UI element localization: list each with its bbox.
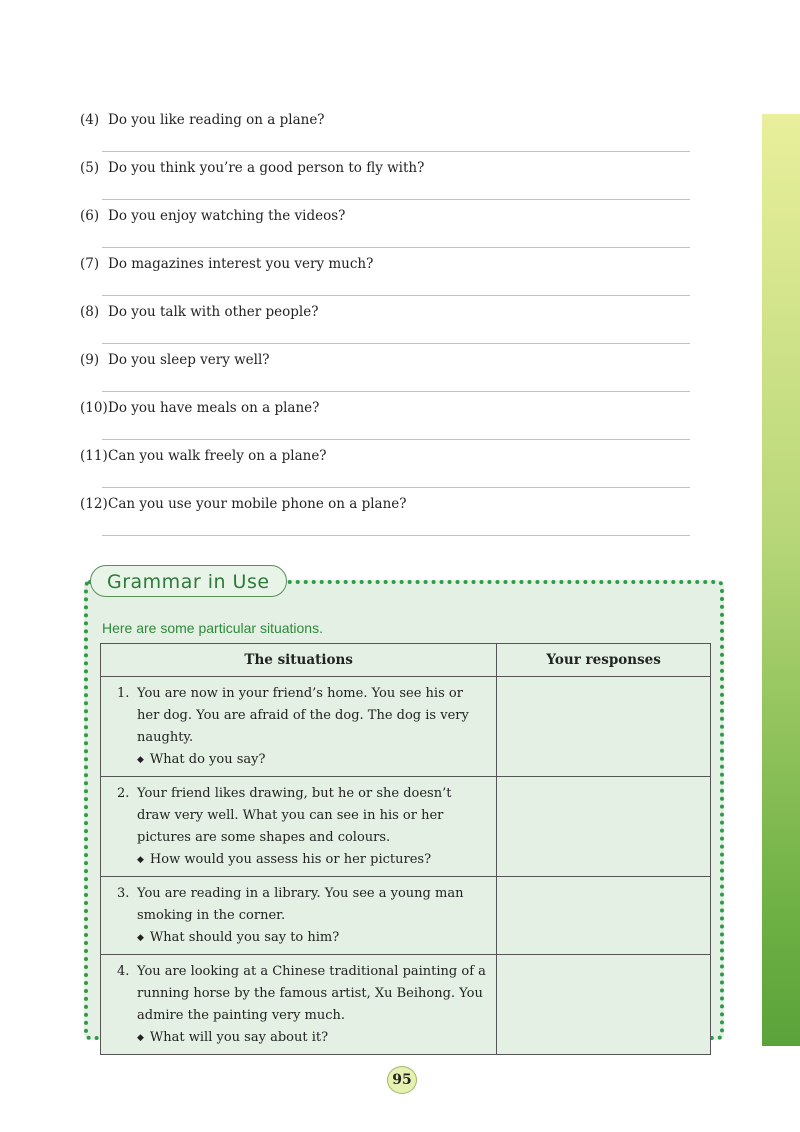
answer-line[interactable] xyxy=(102,247,690,248)
question-item xyxy=(80,445,692,493)
question-number: (4) xyxy=(80,112,100,128)
question-item xyxy=(80,109,692,157)
answer-line[interactable] xyxy=(102,199,690,200)
diamond-bullet-icon: ◆ xyxy=(137,1033,144,1043)
question-item xyxy=(80,397,692,445)
diamond-bullet-icon: ◆ xyxy=(137,755,144,765)
question-text: Do you enjoy watching the videos? xyxy=(108,208,346,224)
question-number: (12) xyxy=(80,496,108,512)
side-color-bar xyxy=(762,114,800,1046)
situation-text: Your friend likes drawing, but he or she doesn’t draw very well. What you can see in his or her pictures are some shapes and colours. xyxy=(137,786,452,845)
question-text: Can you walk freely on a plane? xyxy=(108,448,327,464)
question-number: (8) xyxy=(80,304,100,320)
question-item xyxy=(80,349,692,397)
answer-line[interactable] xyxy=(102,151,690,152)
question-text: Can you use your mobile phone on a plane? xyxy=(108,496,407,512)
question-number: (7) xyxy=(80,256,100,272)
situation-cell xyxy=(101,877,497,955)
question-number: (9) xyxy=(80,352,100,368)
situation-number: 4. xyxy=(117,964,130,979)
situation-prompt: What will you say about it? xyxy=(149,1030,329,1045)
question-item xyxy=(80,253,692,301)
response-cell[interactable] xyxy=(497,955,711,1055)
answer-line[interactable] xyxy=(102,295,690,296)
situation-row xyxy=(101,777,711,877)
question-item xyxy=(80,301,692,349)
situation-number: 1. xyxy=(117,686,130,701)
question-item xyxy=(80,493,692,541)
diamond-bullet-icon: ◆ xyxy=(137,933,144,943)
situation-text: You are reading in a library. You see a young man smoking in the corner. xyxy=(137,886,464,923)
responses-header: Your responses xyxy=(497,644,711,677)
situation-number: 2. xyxy=(117,786,130,801)
answer-line[interactable] xyxy=(102,439,690,440)
question-number: (11) xyxy=(80,448,108,464)
page-number: 95 xyxy=(387,1066,417,1094)
situation-text: You are now in your friend’s home. You see his or her dog. You are afraid of the dog. The dog is very naughty. xyxy=(137,686,469,745)
question-text: Do you talk with other people? xyxy=(108,304,319,320)
question-number: (5) xyxy=(80,160,100,176)
question-item xyxy=(80,157,692,205)
question-item xyxy=(80,205,692,253)
question-text: Do you like reading on a plane? xyxy=(108,112,325,128)
question-text: Do you sleep very well? xyxy=(108,352,270,368)
situation-number: 3. xyxy=(117,886,130,901)
grammar-section-title: Grammar in Use xyxy=(90,565,287,597)
response-cell[interactable] xyxy=(497,677,711,777)
situations-header: The situations xyxy=(101,644,497,677)
grammar-intro-text: Here are some particular situations. xyxy=(102,620,323,636)
answer-line[interactable] xyxy=(102,535,690,536)
answer-line[interactable] xyxy=(102,391,690,392)
situation-prompt: What do you say? xyxy=(149,752,266,767)
table-header-row xyxy=(101,644,711,677)
situation-prompt: What should you say to him? xyxy=(149,930,340,945)
response-cell[interactable] xyxy=(497,777,711,877)
situation-cell xyxy=(101,777,497,877)
situation-row xyxy=(101,877,711,955)
answer-line[interactable] xyxy=(102,343,690,344)
diamond-bullet-icon: ◆ xyxy=(137,855,144,865)
situation-row xyxy=(101,955,711,1055)
situation-cell xyxy=(101,955,497,1055)
situation-prompt: How would you assess his or her pictures? xyxy=(149,852,432,867)
question-text: Do you have meals on a plane? xyxy=(108,400,320,416)
question-text: Do magazines interest you very much? xyxy=(108,256,374,272)
question-list xyxy=(80,109,692,541)
situation-row xyxy=(101,677,711,777)
situation-cell xyxy=(101,677,497,777)
response-cell[interactable] xyxy=(497,877,711,955)
situation-text: You are looking at a Chinese traditional painting of a running horse by the famous artist, Xu Beihong. You admire the painting very much. xyxy=(137,964,486,1023)
question-text: Do you think you’re a good person to fly with? xyxy=(108,160,425,176)
question-number: (6) xyxy=(80,208,100,224)
situations-table xyxy=(100,643,711,1055)
answer-line[interactable] xyxy=(102,487,690,488)
question-number: (10) xyxy=(80,400,108,416)
